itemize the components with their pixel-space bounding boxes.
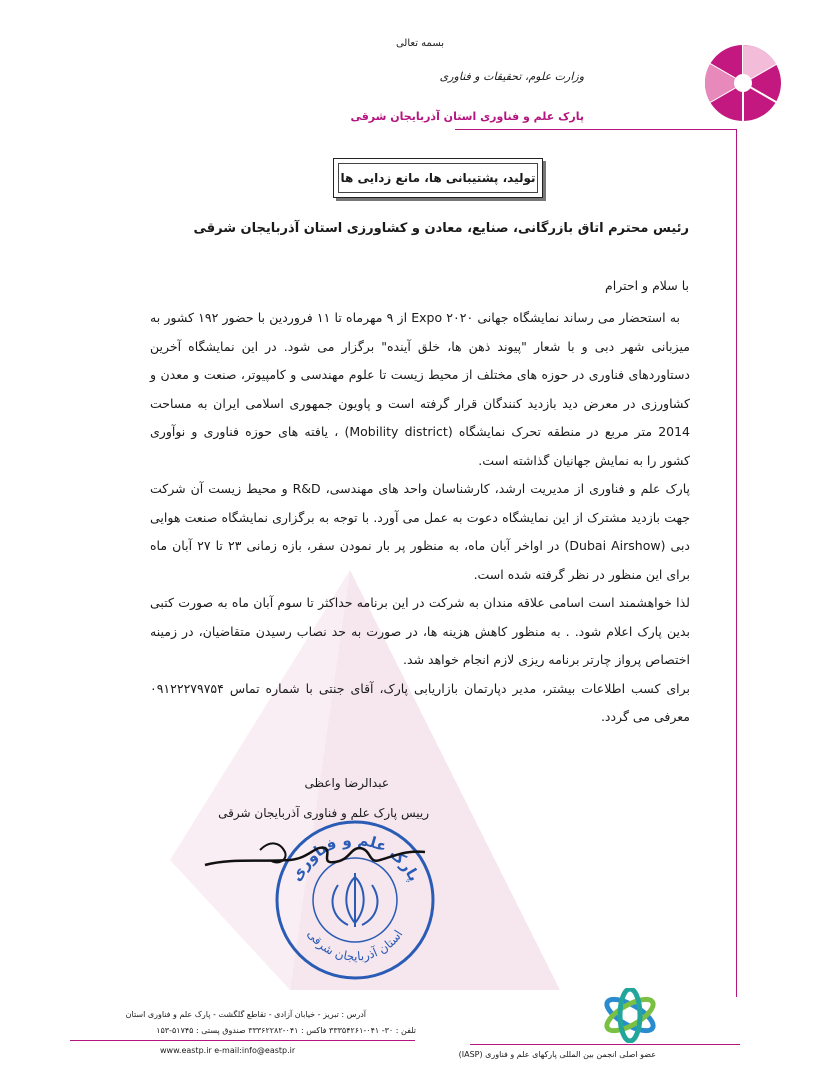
signatory-title: رییس پارک علم و فناوری آذربایجان شرقی: [218, 806, 429, 820]
paragraph: پارک علم و فناوری از مدیریت ارشد، کارشناسان واحد های مهندسی، R&D و محیط زیست آن شرکت جهت بازدید مشترک از این نمایشگاه دعوت به عمل می آورد. با توجه به برگزاری نمایشگاه صنعت هوایی دبی (Dubai Airshow) در اواخر آبان ماه، به منظور پر بار نمودن سفر، بازه زمانی ۲۳ تا ۲۷ آبان ماه برای این منظور در نظر گرفته شده است.: [150, 481, 690, 582]
svg-text:استان آذربایجان شرقی: [305, 927, 406, 964]
iasp-logo-icon: [600, 988, 660, 1043]
signatory-name: عبدالرضا واعظی: [304, 776, 389, 790]
besmeh: بسمه تعالی: [395, 38, 445, 49]
ministry-name: وزارت علوم، تحقیقات و فناوری: [439, 70, 584, 83]
paragraph: برای کسب اطلاعات بیشتر، مدیر دپارتمان بازاریابی پارک، آقای جنتی با شماره تماس ۰۹۱۲۲۲۷۹۷۵۴ معرفی می گردد.: [150, 680, 690, 724]
paragraph: به استحضار می رساند نمایشگاه جهانی Expo ۲۰۲۰ از ۹ مهرماه تا ۱۱ فروردین با حضور ۱۹۲ کشور به میزبانی شهر دبی و با شعار "پیوند ذهن ها، خلق آینده" برگزار می شود. در این نمایشگاه آخرین دستاوردهای فناوری در حوزه های مختلف از محیط زیست تا علوم مهندسی و کامپیوتر، صنعت و معدن و کشاورزی در معرض دید بازدید کنندگان قرار گرفته است و پاویون جمهوری اسلامی ایران به مساحت 2014 متر مربع در منطقه تحرک نمایشگاه (Mobility district) ، یافته های حوزه فناوری و نوآوری کشور را به نمایش جهانیان گذاشته است.: [150, 310, 691, 468]
footer-phones: تلفن : ۳۰- ۰۴۱-۳۳۳۵۴۲۶۱ فاکس : ۰۴۱-۳۳۳۶۲۲۸۲ صندوق پستی : ۵۱۷۴۵-۱۵۳: [156, 1026, 416, 1035]
greeting: با سلام و احترام: [605, 278, 689, 293]
letter-body: [150, 304, 690, 732]
footer-divider: [70, 1040, 415, 1041]
slogan-box: [333, 158, 543, 198]
footer-address: آدرس : تبریز - خیابان آزادی - تقاطع گلگشت - پارک علم و فناوری استان: [125, 1010, 366, 1019]
stamp-text-bottom: استان آذربایجان شرقی: [304, 927, 406, 964]
slogan-text: تولید، پشتیبانی ها، مانع زدایی ها: [338, 163, 538, 193]
footer-divider-right: [470, 1044, 740, 1045]
paragraph: لذا خواهشمند است اسامی علاقه مندان به شرکت در این برنامه حداکثر تا سوم آبان ماه به صورت کتبی بدین پارک اعلام شود. . به منظور کاهش هزینه ها، در صورت به حد نصاب رسیدن متقاضیان، در زمینه اختصاص پرواز چارتر برنامه ریزی لازم انجام خواهد شد.: [150, 595, 690, 667]
signature-scribble: [200, 830, 430, 890]
stamp-text-top: پارک علم و فناوری: [286, 830, 424, 885]
header-divider: [455, 129, 737, 130]
margin-line: [736, 129, 737, 997]
park-logo-icon: [700, 40, 786, 126]
iasp-membership: عضو اصلی انجمن بین المللی پارکهای علم و فناوری (IASP): [458, 1050, 656, 1059]
footer-web[interactable]: www.eastp.ir e-mail:info@eastp.ir: [160, 1046, 296, 1055]
recipient: رئیس محترم اتاق بازرگانی، صنایع، معادن و کشاورزی استان آذربایجان شرقی: [193, 221, 689, 236]
park-name: پارک علم و فناوری استان آذربایجان شرقی: [350, 110, 584, 123]
